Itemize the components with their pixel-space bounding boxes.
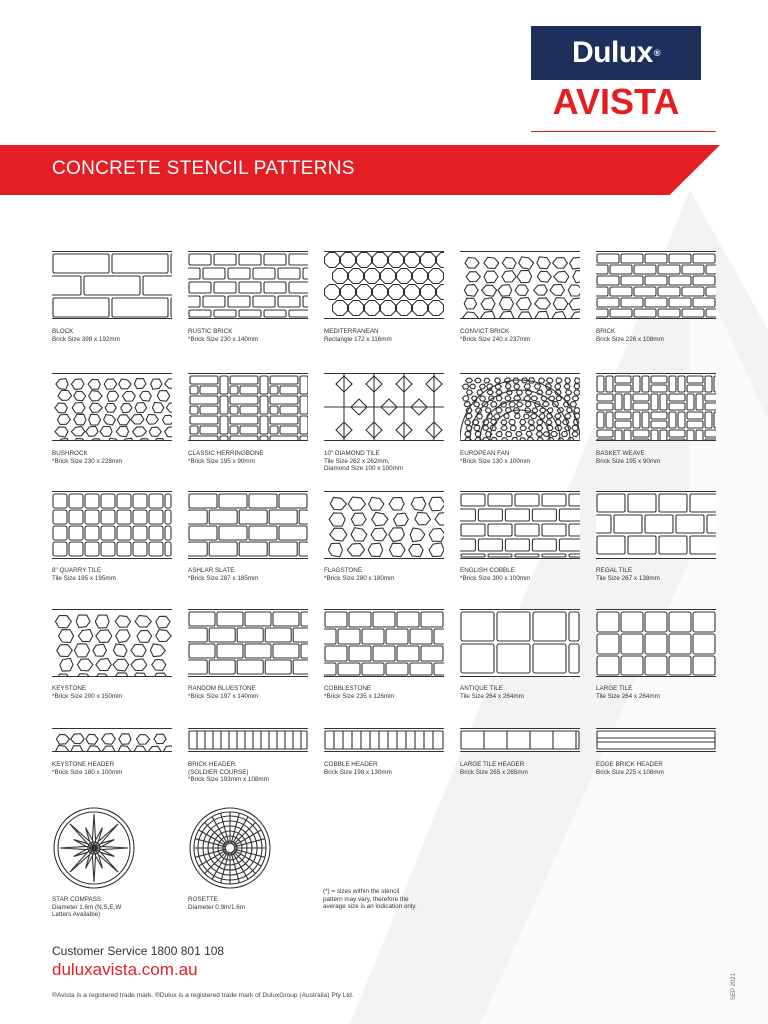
quarry-tile-pattern-swatch: [52, 491, 172, 559]
classic-herringbone-name: CLASSIC HERRINGBONE: [188, 450, 264, 457]
english-cobble-pattern-swatch: [460, 491, 580, 559]
ashlar-slate-name: ASHLAR SLATE: [188, 567, 235, 574]
star-compass-pattern-swatch: [52, 806, 136, 890]
large-tile-header-size: Brick Size 265 x 265mm: [460, 768, 528, 776]
antique-tile-caption: [460, 685, 590, 700]
cobble-header-name: COBBLE HEADER: [324, 761, 378, 768]
star-compass-size: Diameter 1.6m (N,S,E,W: [52, 903, 122, 911]
flagstone-pattern-drawing: [324, 492, 444, 558]
trademark-notice: ®Avista is a registered trade mark. ®Dulux is a registered trade mark of DuluxGroup (Australia) Pty Ltd.: [52, 992, 354, 999]
random-bluestone-pattern-swatch: [188, 609, 308, 677]
rosette-name: ROSETTE: [188, 896, 218, 903]
basket-weave-size: Brick Size 195 x 90mm: [596, 457, 661, 465]
convict-brick-name: CONVICT BRICK: [460, 328, 510, 335]
dulux-wordmark: [531, 26, 701, 80]
rustic-brick-caption: [188, 328, 318, 343]
diamond-tile-pattern-swatch: [324, 373, 444, 441]
english-cobble-caption: [460, 567, 590, 582]
brick-header-pattern-swatch: [188, 728, 308, 752]
bushrock-size: *Brick Size 230 x 228mm: [52, 457, 123, 465]
european-fan-name: EUROPEAN FAN: [460, 450, 510, 457]
quarry-tile-caption: [52, 567, 182, 582]
rosette-pattern-swatch: [188, 806, 272, 890]
diamond-tile-pattern-drawing: [324, 374, 444, 440]
large-tile-header-pattern-drawing: [460, 729, 580, 751]
mediterranean-pattern-swatch: [324, 251, 444, 319]
block-pattern-swatch: [52, 251, 172, 319]
keystone-name: KEYSTONE: [52, 685, 87, 692]
sizes-note: [323, 888, 453, 911]
star-compass-size2: Letters Available): [52, 911, 101, 919]
ashlar-slate-pattern-drawing: [188, 492, 308, 558]
large-tile-name: LARGE TILE: [596, 685, 633, 692]
cobble-header-size: Brick Size 198 x 130mm: [324, 768, 392, 776]
cobble-header-pattern-drawing: [324, 729, 444, 751]
convict-brick-size: *Brick Size 240 x 237mm: [460, 335, 531, 343]
large-tile-header-pattern-swatch: [460, 728, 580, 752]
keystone-caption: [52, 685, 182, 700]
date-code: SEP 2021: [731, 973, 737, 1000]
random-bluestone-caption: [188, 685, 318, 700]
website-link[interactable]: duluxavista.com.au: [52, 960, 198, 979]
european-fan-pattern-swatch: [460, 373, 580, 441]
bushrock-name: BUSHROCK: [52, 450, 88, 457]
sizes-note-line-1: (*) = sizes within the stencil: [323, 888, 400, 895]
rosette-caption: [188, 896, 318, 911]
rosette-size: Diameter 0.9m/1.6m: [188, 903, 246, 911]
edge-brick-header-size: Brick Size 225 x 108mm: [596, 768, 664, 776]
european-fan-caption: [460, 450, 590, 465]
cobblestone-name: COBBLESTONE: [324, 685, 372, 692]
brick-header-name: BRICK HEADER: [188, 761, 236, 768]
diamond-tile-size2: Diamond Size 100 x 100mm: [324, 465, 404, 473]
rustic-brick-size: *Brick Size 230 x 140mm: [188, 335, 259, 343]
star-compass-name: STAR COMPASS: [52, 896, 102, 903]
keystone-size: *Brick Size 200 x 150mm: [52, 692, 123, 700]
quarry-tile-pattern-drawing: [52, 492, 172, 558]
rosette-pattern-drawing: [188, 806, 272, 890]
edge-brick-header-name: EDGE BRICK HEADER: [596, 761, 663, 768]
brick-header-name2: (SOLDIER COURSE): [188, 768, 249, 776]
classic-herringbone-caption: [188, 450, 318, 465]
regal-tile-pattern-swatch: [596, 491, 716, 559]
quarry-tile-size: Tile Size 195 x 195mm: [52, 574, 116, 582]
rustic-brick-name: RUSTIC BRICK: [188, 328, 233, 335]
star-compass-pattern-drawing: [52, 806, 136, 890]
cobblestone-pattern-swatch: [324, 609, 444, 677]
large-tile-size: Tile Size 264 x 264mm: [596, 692, 660, 700]
regal-tile-pattern-drawing: [596, 492, 716, 558]
mediterranean-name: MEDITERRANEAN: [324, 328, 379, 335]
antique-tile-pattern-swatch: [460, 609, 580, 677]
antique-tile-pattern-drawing: [460, 610, 580, 676]
brick-header-size: *Brick Size 193mm x 108mm: [188, 776, 269, 784]
bushrock-pattern-drawing: [52, 374, 172, 440]
sizes-note-line-3: average size is an indication only.: [323, 903, 417, 911]
cobblestone-caption: [324, 685, 454, 700]
keystone-header-size: *Brick Size 180 x 100mm: [52, 768, 123, 776]
diamond-tile-name: 10" DIAMOND TILE: [324, 450, 380, 457]
random-bluestone-pattern-drawing: [188, 610, 308, 676]
flagstone-pattern-swatch: [324, 491, 444, 559]
random-bluestone-name: RANDOM BLUESTONE: [188, 685, 256, 692]
classic-herringbone-pattern-drawing: [188, 374, 308, 440]
block-size: Brick Size 398 x 192mm: [52, 335, 120, 343]
flagstone-size: *Brick Size 280 x 180mm: [324, 574, 395, 582]
quarry-tile-name: 8" QUARRY TILE: [52, 567, 102, 574]
star-compass-caption: [52, 896, 182, 919]
keystone-header-caption: [52, 761, 182, 776]
bushrock-pattern-swatch: [52, 373, 172, 441]
cobble-header-caption: [324, 761, 454, 776]
brick-size: Brick Size 226 x 108mm: [596, 335, 664, 343]
brick-header-pattern-drawing: [188, 729, 308, 751]
block-caption: [52, 328, 182, 343]
keystone-header-pattern-drawing: [52, 729, 172, 751]
edge-brick-header-caption: [596, 761, 726, 776]
flagstone-caption: [324, 567, 454, 582]
antique-tile-name: ANTIQUE TILE: [460, 685, 503, 692]
logo-divider: [531, 131, 716, 132]
keystone-header-pattern-swatch: [52, 728, 172, 752]
ashlar-slate-pattern-swatch: [188, 491, 308, 559]
keystone-pattern-swatch: [52, 609, 172, 677]
brick-caption: [596, 328, 726, 343]
convict-brick-pattern-swatch: [460, 251, 580, 319]
basket-weave-caption: [596, 450, 726, 465]
mediterranean-caption: [324, 328, 454, 343]
classic-herringbone-size: *Brick Size 195 x 90mm: [188, 457, 255, 465]
large-tile-caption: [596, 685, 726, 700]
brick-header-caption: [188, 761, 318, 784]
large-tile-header-name: LARGE TILE HEADER: [460, 761, 525, 768]
english-cobble-size: *Brick Size 300 x 100mm: [460, 574, 531, 582]
cobblestone-pattern-drawing: [324, 610, 444, 676]
random-bluestone-size: *Brick Size 197 x 140mm: [188, 692, 259, 700]
regal-tile-size: Tile Size 267 x 138mm: [596, 574, 660, 582]
ashlar-slate-caption: [188, 567, 318, 582]
diamond-tile-size: Tile Size 262 x 262mm,: [324, 457, 390, 465]
basket-weave-name: BASKET WEAVE: [596, 450, 645, 457]
keystone-header-name: KEYSTONE HEADER: [52, 761, 115, 768]
brick-pattern-drawing: [596, 252, 716, 318]
cobble-header-pattern-swatch: [324, 728, 444, 752]
customer-service: Customer Service 1800 801 108: [52, 944, 225, 958]
ashlar-slate-size: *Brick Size 287 x 185mm: [188, 574, 259, 582]
large-tile-pattern-drawing: [596, 610, 716, 676]
english-cobble-pattern-drawing: [460, 492, 580, 558]
antique-tile-size: Tile Size 264 x 264mm: [460, 692, 524, 700]
brick-name: BRICK: [596, 328, 616, 335]
dulux-wordmark-text: Dulux: [572, 36, 653, 69]
large-tile-header-caption: [460, 761, 590, 776]
block-pattern-drawing: [52, 252, 172, 318]
basket-weave-pattern-drawing: [596, 374, 716, 440]
large-tile-pattern-swatch: [596, 609, 716, 677]
regal-tile-name: REGAL TILE: [596, 567, 633, 574]
sizes-note-line-2: pattern may vary, therefore the: [323, 895, 409, 903]
bushrock-caption: [52, 450, 182, 465]
brick-pattern-swatch: [596, 251, 716, 319]
convict-brick-pattern-drawing: [460, 252, 580, 318]
mediterranean-size: Rectangle 172 x 116mm: [324, 335, 392, 343]
european-fan-size: *Brick Size 130 x 100mm: [460, 457, 531, 465]
diamond-tile-caption: [324, 450, 454, 473]
page-title: CONCRETE STENCIL PATTERNS: [52, 158, 355, 179]
mediterranean-pattern-drawing: [324, 252, 444, 318]
regal-tile-caption: [596, 567, 726, 582]
classic-herringbone-pattern-swatch: [188, 373, 308, 441]
edge-brick-header-pattern-swatch: [596, 728, 716, 752]
rustic-brick-pattern-drawing: [188, 252, 308, 318]
convict-brick-caption: [460, 328, 590, 343]
avista-wordmark: AVISTA: [531, 80, 701, 124]
basket-weave-pattern-swatch: [596, 373, 716, 441]
european-fan-pattern-drawing: [460, 374, 580, 440]
english-cobble-name: ENGLISH COBBLE: [460, 567, 515, 574]
edge-brick-header-pattern-drawing: [596, 729, 716, 751]
dulux-avista-logo: [531, 26, 701, 124]
block-name: BLOCK: [52, 328, 74, 335]
cobblestone-size: *Brick Size 235 x 126mm: [324, 692, 395, 700]
keystone-pattern-drawing: [52, 610, 172, 676]
flagstone-name: FLAGSTONE: [324, 567, 363, 574]
rustic-brick-pattern-swatch: [188, 251, 308, 319]
trademark-symbol: ®: [653, 48, 660, 58]
